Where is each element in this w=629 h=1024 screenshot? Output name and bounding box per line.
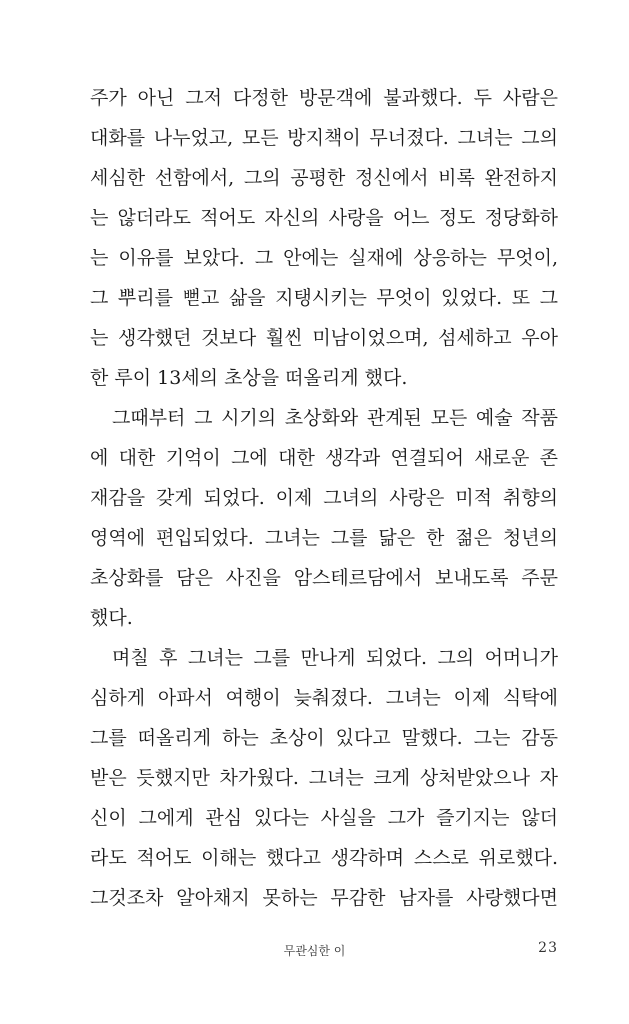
body-text	[90, 78, 558, 918]
text-line: 신이 그에게 관심 있다는 사실을 그가 즐기지는 않더	[90, 807, 558, 829]
text-line: 초상화를 담은 사진을 암스테르담에서 보내도록 주문	[90, 567, 558, 589]
text-line: 받은 듯했지만 차가웠다. 그녀는 크게 상처받았으나 자	[90, 767, 558, 789]
text-line: 했다.	[90, 607, 133, 629]
text-line: 그것조차 알아채지 못하는 무감한 남자를 사랑했다면	[90, 887, 558, 909]
text-line: 심하게 아파서 여행이 늦춰졌다. 그녀는 이제 식탁에	[90, 687, 558, 709]
text-line: 세심한 선함에서, 그의 공평한 정신에서 비록 완전하지	[90, 167, 558, 189]
text-line: 며칠 후 그녀는 그를 만나게 되었다. 그의 어머니가	[112, 647, 558, 669]
text-line: 한 루이 13세의 초상을 떠올리게 했다.	[90, 367, 408, 389]
text-line: 는 이유를 보았다. 그 안에는 실재에 상응하는 무엇이,	[90, 247, 558, 269]
text-line: 주가 아닌 그저 다정한 방문객에 불과했다. 두 사람은	[90, 87, 558, 109]
text-line: 는 않더라도 적어도 자신의 사랑을 어느 정도 정당화하	[90, 207, 558, 229]
text-line: 에 대한 기억이 그에 대한 생각과 연결되어 새로운 존	[90, 447, 558, 469]
text-line: 대화를 나누었고, 모든 방지책이 무너졌다. 그녀는 그의	[90, 127, 558, 149]
text-line: 그 뿌리를 뻗고 삶을 지탱시키는 무엇이 있었다. 또 그	[90, 287, 558, 309]
text-line: 라도 적어도 이해는 했다고 생각하며 스스로 위로했다.	[90, 847, 558, 869]
text-line: 그를 떠올리게 하는 초상이 있다고 말했다. 그는 감동	[90, 727, 558, 749]
text-line: 는 생각했던 것보다 훨씬 미남이었으며, 섬세하고 우아	[90, 327, 558, 349]
running-footer-title: 무관심한 이	[283, 944, 346, 958]
text-line: 재감을 갖게 되었다. 이제 그녀의 사랑은 미적 취향의	[90, 487, 558, 509]
text-line: 영역에 편입되었다. 그녀는 그를 닮은 한 젊은 청년의	[90, 527, 558, 549]
page-number: 23	[538, 940, 558, 956]
text-line: 그때부터 그 시기의 초상화와 관계된 모든 예술 작품	[112, 407, 558, 429]
